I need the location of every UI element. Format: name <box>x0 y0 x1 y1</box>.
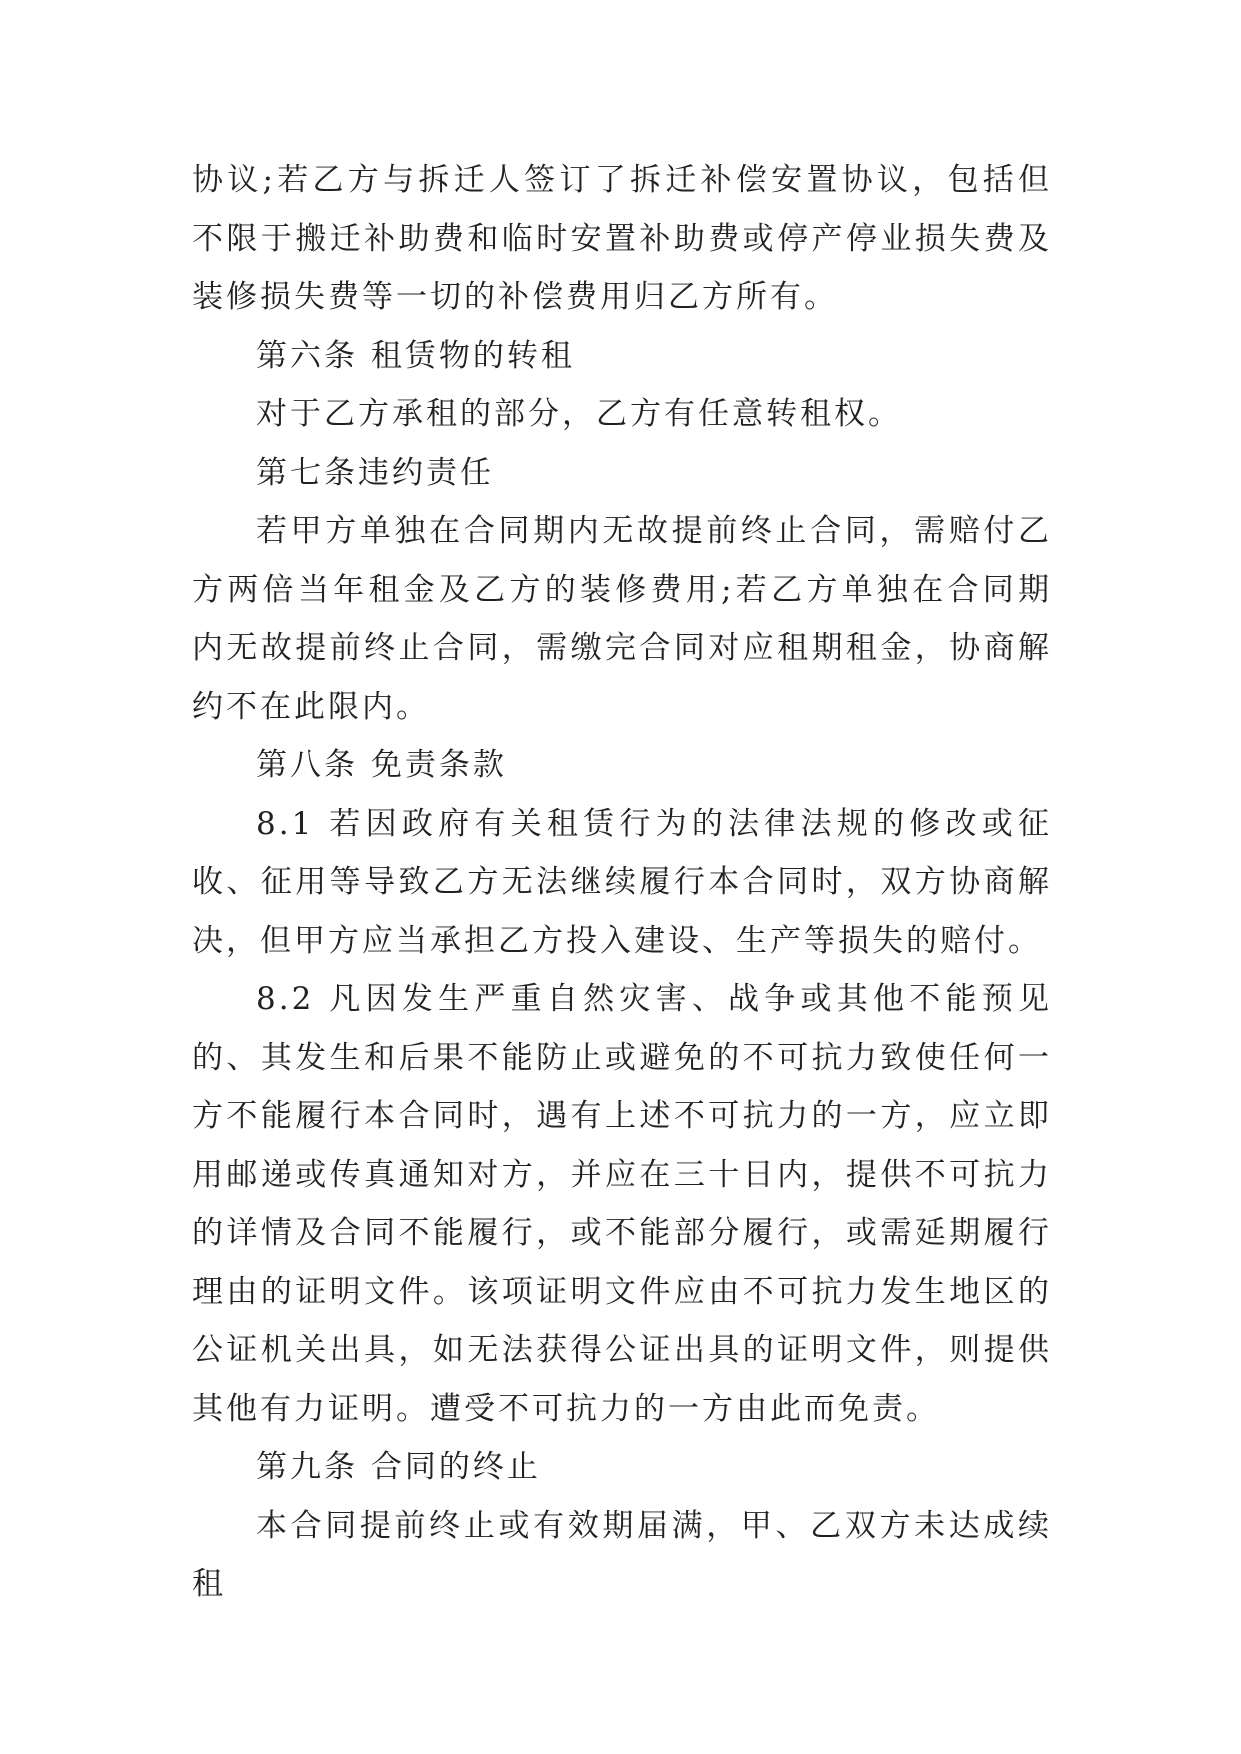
paragraph-termination: 本合同提前终止或有效期届满，甲、乙双方未达成续租 <box>192 1507 1052 1602</box>
heading-article-6: 第六条 租赁物的转租 <box>256 337 575 374</box>
document-body <box>192 151 1052 1614</box>
paragraph-sublease: 对于乙方承租的部分，乙方有任意转租权。 <box>256 396 902 432</box>
heading-article-7: 第七条违约责任 <box>256 454 494 491</box>
heading-article-8: 第八条 免责条款 <box>256 747 507 783</box>
paragraph-clause-8-2: 8.2 凡因发生严重自然灾害、战争或其他不能预见的、其发生和后果不能防止或避免的不可抗力致使任何一方不能履行本合同时，遇有上述不可抗力的一方，应立即用邮递或传真通知对方，并应在三十日内，提供不可抗力的详情及合同不能履行，或不能部分履行，或需延期履行理由的证明文件。该项证明文件应由不可抗力发生地区的公证机关出具，如无法获得公证出具的证明文件，则提供其他有力证明。遭受不可抗力的一方由此而免责。 <box>192 981 1052 1427</box>
paragraph-compensation-continued: 协议;若乙方与拆迁人签订了拆迁补偿安置协议，包括但不限于搬迁补助费和临时安置补助费或停产停业损失费及装修损失费等一切的补偿费用归乙方所有。 <box>192 162 1052 315</box>
heading-article-9: 第九条 合同的终止 <box>256 1449 541 1485</box>
paragraph-breach-liability: 若甲方单独在合同期内无故提前终止合同，需赔付乙方两倍当年租金及乙方的装修费用;若乙方单独在合同期内无故提前终止合同，需缴完合同对应租期租金，协商解约不在此限内。 <box>192 513 1052 725</box>
paragraph-clause-8-1: 8.1 若因政府有关租赁行为的法律法规的修改或征收、征用等导致乙方无法继续履行本合同时，双方协商解决，但甲方应当承担乙方投入建设、生产等损失的赔付。 <box>192 805 1052 959</box>
